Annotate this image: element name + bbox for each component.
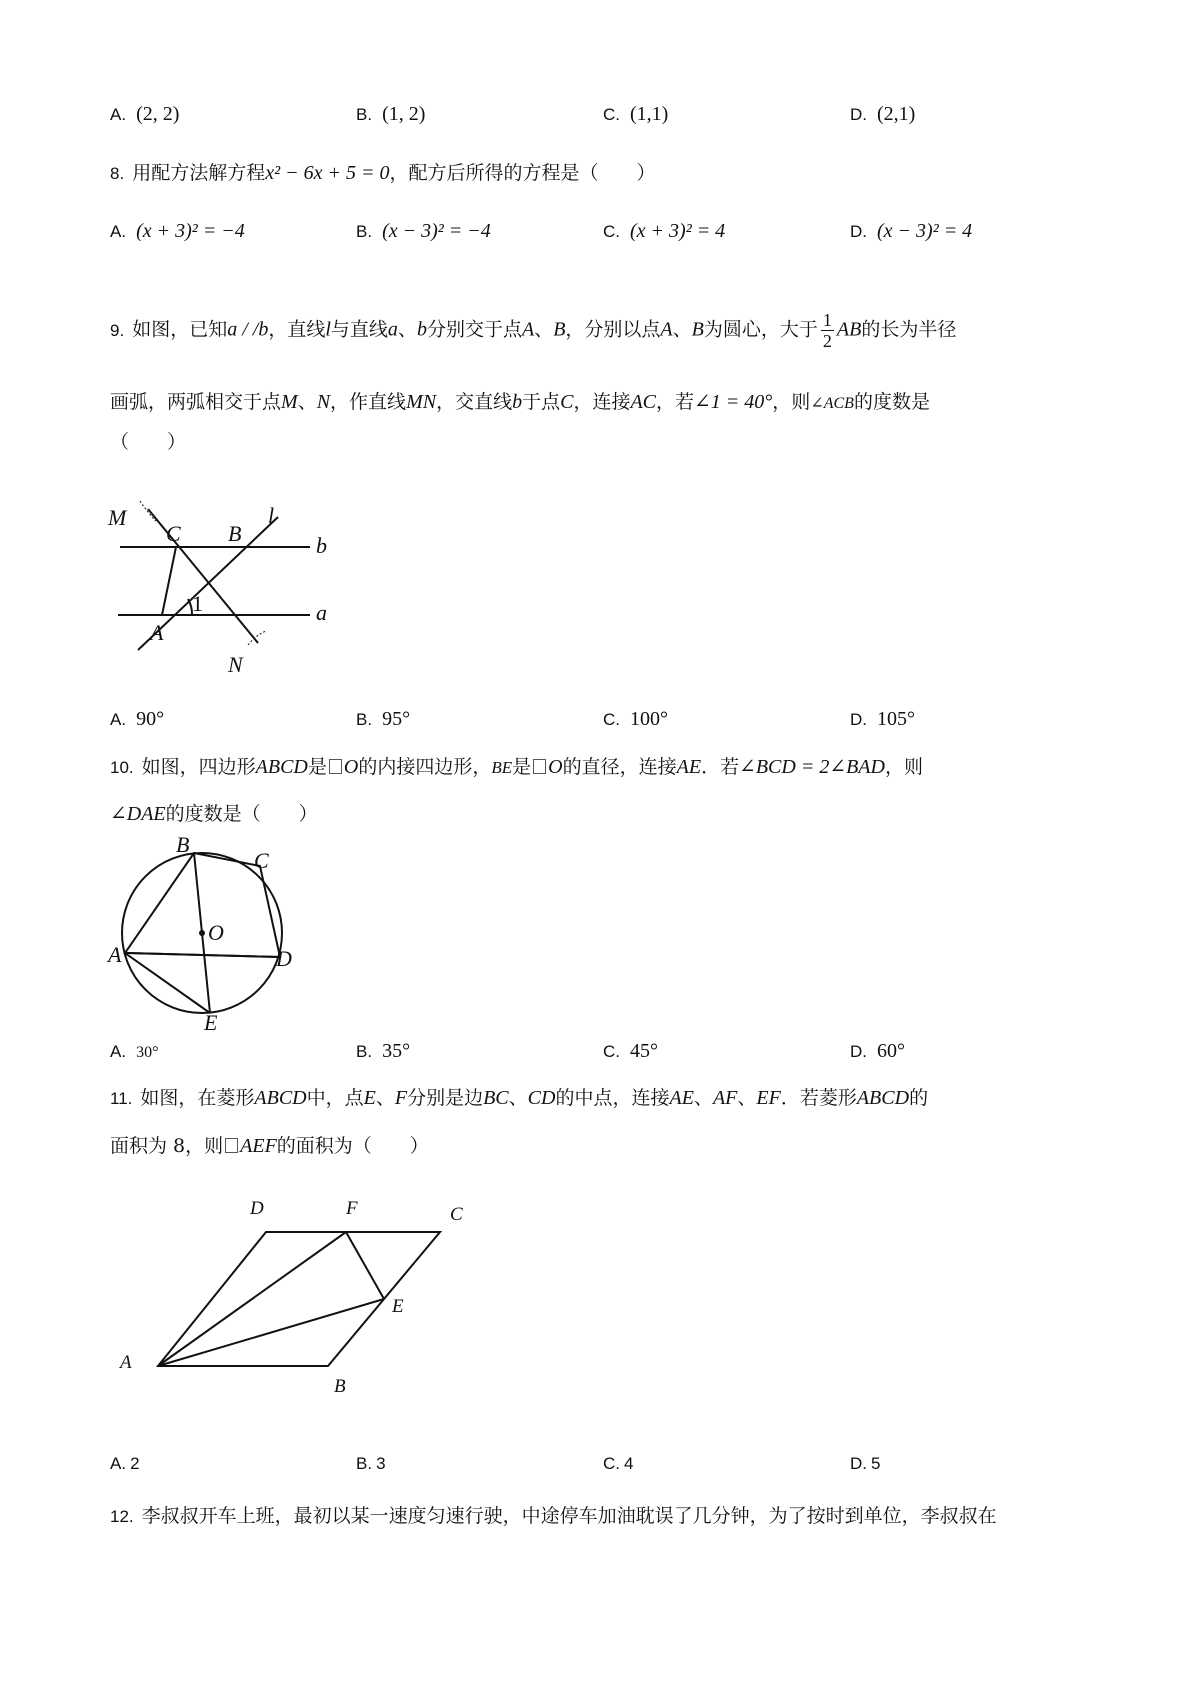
line-mn [148,509,258,643]
q8-option-d: D. (x − 3)² = 4 [850,220,973,242]
q10-option-c: C. 45° [603,1040,658,1062]
label-a-point: A [150,620,164,645]
label-b-line: b [316,533,327,558]
triangle-symbol-placeholder [225,1138,238,1153]
q8-option-b: B. (x − 3)² = −4 [356,220,491,242]
q10-stem-line1: 10. 如图，四边形ABCD是 O的内接四边形，BE是 O的直径，连接AE．若∠BCD = 2∠BAD，则 [110,756,923,778]
q11-option-b: B. 3 [356,1454,386,1473]
q8-option-c: C. (x + 3)² = 4 [603,220,726,242]
label-n: N [228,652,243,677]
one-half-fraction: $\frac{1}{2}$ [822,310,832,351]
q7-option-b: B. (1, 2) [356,103,426,125]
q8-stem: 8. 用配方法解方程x² − 6x + 5 = 0，配方后所得的方程是（ ） [110,162,656,184]
center-point-o [199,930,205,936]
q11-option-d: D. 5 [850,1454,881,1473]
q9-options [0,708,1200,744]
label-o: O [208,920,224,945]
q11-stem-line2: 面积为 8，则 AEF的面积为（ ） [110,1135,429,1157]
label-b-point: B [228,521,242,546]
circle-symbol-placeholder [533,759,546,774]
segment-ac [162,547,176,615]
label-b: B [334,1376,346,1397]
q7-option-d: D. (2,1) [850,103,916,125]
q11-stem-line1: 11. 如图，在菱形ABCD中，点E、F分别是边BC、CD的中点，连接AE、AF、EF．若菱形ABCD的 [110,1087,929,1109]
label-c: C [450,1204,463,1225]
q10-option-a: A. 30° [110,1042,159,1061]
q11-figure [110,1190,490,1400]
q11-option-c: C. 4 [603,1454,634,1473]
q10-option-d: D. 60° [850,1040,905,1062]
q8-option-a: A. (x + 3)² = −4 [110,220,245,242]
label-a: A [120,1352,132,1373]
q9-stem-line1: 9. 如图，已知a / /b，直线l与直线a、b分别交于点A、B，分别以点A、B为圆心，大于 $\frac{1}{2}$ AB的长为半径 [110,310,957,351]
label-m: M [108,505,127,530]
label-e: E [392,1296,404,1317]
segment-ef [346,1232,384,1299]
q9-option-a: A. 90° [110,708,165,730]
label-f: F [346,1198,358,1219]
q9-option-c: C. 100° [603,708,668,730]
q9-stem-line2: 画弧，两弧相交于点M、N，作直线MN，交直线b于点C，连接AC，若∠1 = 40°，则∠ACB的度数是 [110,391,930,413]
label-c: C [166,521,181,546]
q8-options [0,220,1200,256]
label-d: D [250,1198,264,1219]
label-angle-1: 1 [192,591,203,616]
q11-options [0,1452,1200,1488]
label-d: D [276,946,292,971]
segment-ae [125,953,210,1013]
label-b: B [176,832,190,857]
label-c: C [254,848,269,873]
q7-options [0,103,1200,139]
segment-ae [158,1299,384,1366]
label-l: l [268,503,275,528]
label-a: A [108,942,122,967]
segment-af [158,1232,346,1366]
q7-option-c: C. (1,1) [603,103,669,125]
q9-option-b: B. 95° [356,708,411,730]
q9-stem-line3: （ ） [110,431,187,453]
q10-options [0,1040,1200,1076]
q12-stem: 12. 李叔叔开车上班，最初以某一速度匀速行驶，中途停车加油耽误了几分钟，为了按时到单位，李叔叔在 [110,1505,997,1527]
q10-figure [108,832,310,1035]
q7-option-a: A. (2, 2) [110,103,180,125]
arc-mark-m [140,501,156,521]
q9-option-d: D. 105° [850,708,915,730]
q10-option-b: B. 35° [356,1040,411,1062]
label-a-line: a [316,600,327,625]
q10-stem-line2: ∠DAE的度数是（ ） [110,803,318,825]
q9-figure [110,495,350,680]
label-e: E [204,1010,218,1035]
circle-symbol-placeholder [329,759,342,774]
q11-option-a: A. 2 [110,1454,140,1473]
diagonal-ad [125,953,280,957]
